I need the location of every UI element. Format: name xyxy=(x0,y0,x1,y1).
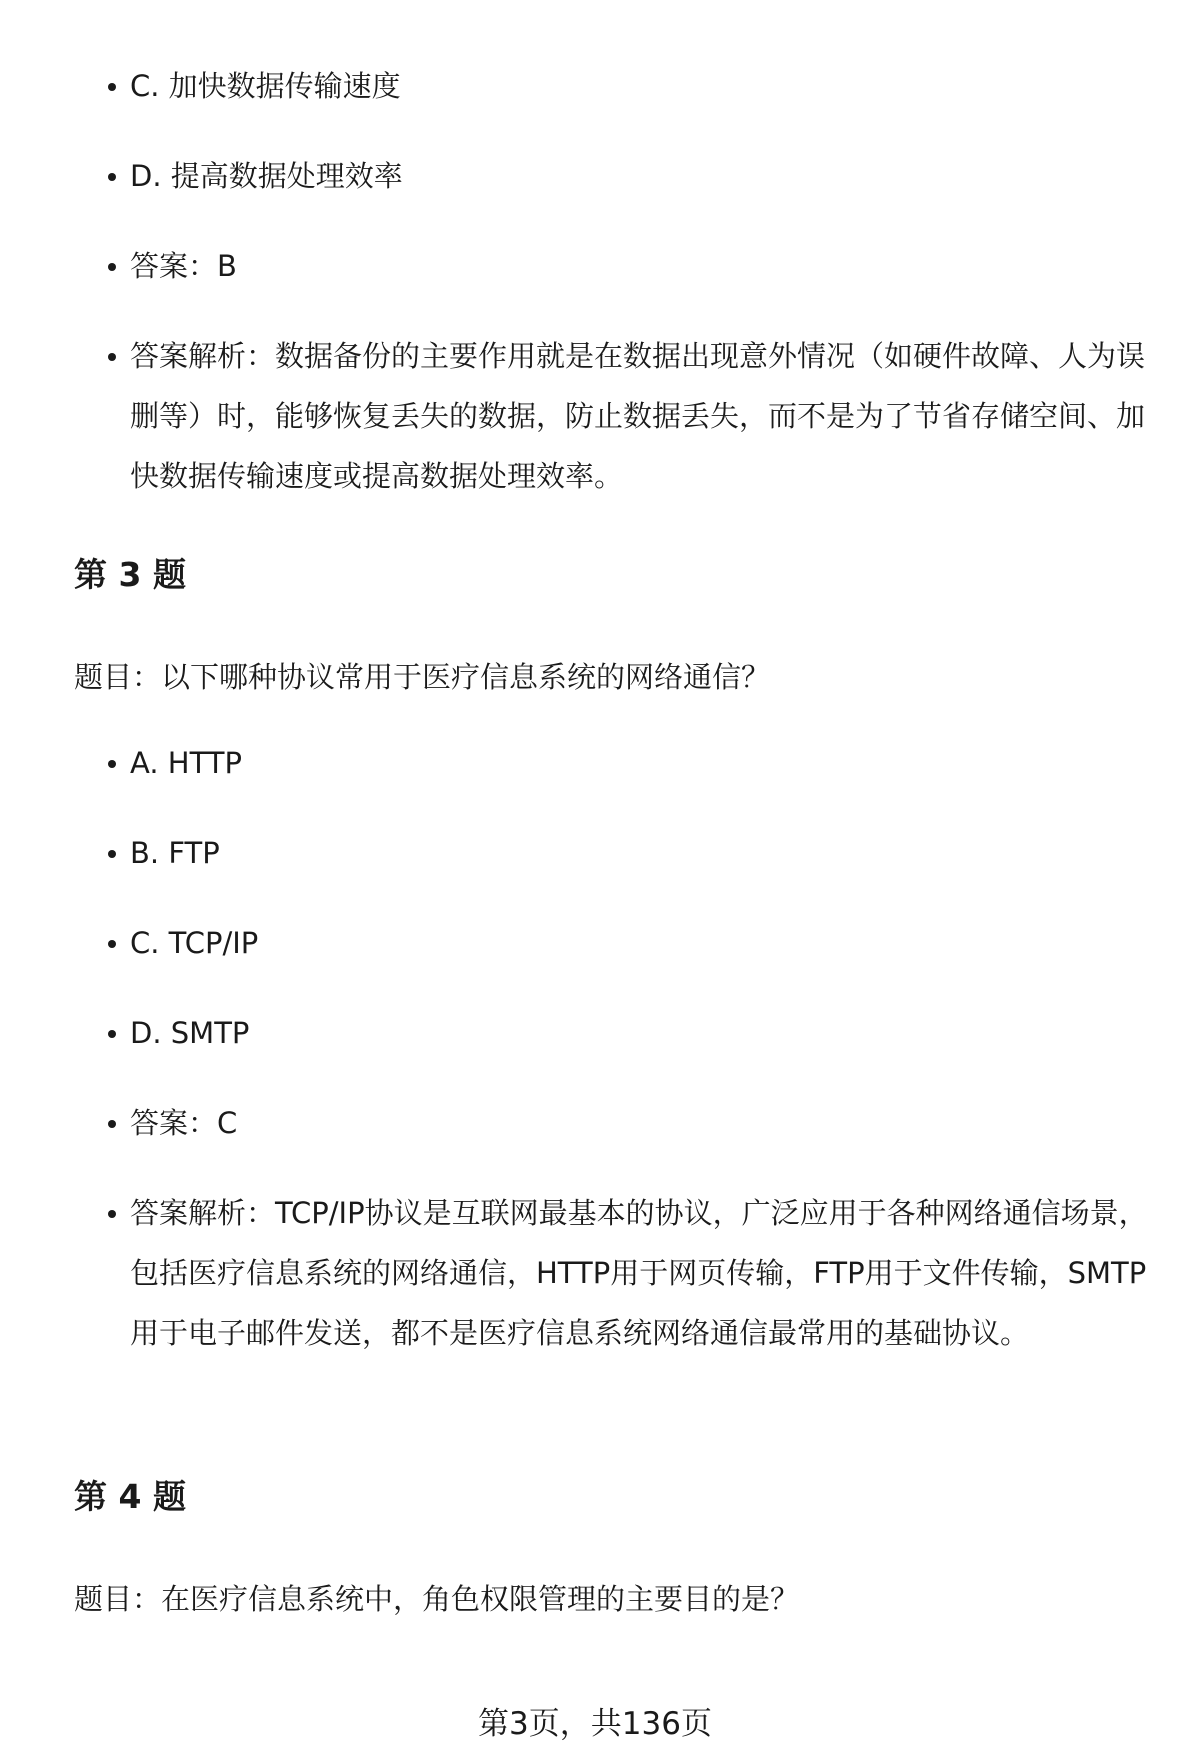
q2-explanation: 答案解析：数据备份的主要作用就是在数据出现意外情况（如硬件故障、人为误删等）时，能够恢复丢失的数据，防止数据丢失，而不是为了节省存储空间、加快数据传输速度或提高数据处理效率。 xyxy=(130,326,1160,506)
q3-explanation: 答案解析：TCP/IP协议是互联网最基本的协议，广泛应用于各种网络通信场景，包括医疗信息系统的网络通信，HTTP用于网页传输，FTP用于文件传输，SMTP用于电子邮件发送，都不是医疗信息系统网络通信最常用的基础协议。 xyxy=(130,1183,1160,1363)
q3-option-c: C. TCP/IP xyxy=(130,913,1160,973)
q3-option-d: D. SMTP xyxy=(130,1003,1160,1063)
q4-question: 题目：在医疗信息系统中，角色权限管理的主要目的是？ xyxy=(74,1582,800,1616)
q2-option-c: C. 加快数据传输速度 xyxy=(130,56,1160,116)
q3-option-a: A. HTTP xyxy=(130,733,1160,793)
page-number: 第3页，共136页 xyxy=(478,1706,712,1742)
q3-answer: 答案：C xyxy=(130,1093,1160,1153)
q3-option-b: B. FTP xyxy=(130,823,1160,883)
q3-heading: 第 3 题 xyxy=(74,555,186,594)
q3-question: 题目：以下哪种协议常用于医疗信息系统的网络通信？ xyxy=(74,660,771,694)
q2-answer: 答案：B xyxy=(130,236,1160,296)
q4-heading: 第 4 题 xyxy=(74,1477,186,1516)
q2-option-d: D. 提高数据处理效率 xyxy=(130,146,1160,206)
